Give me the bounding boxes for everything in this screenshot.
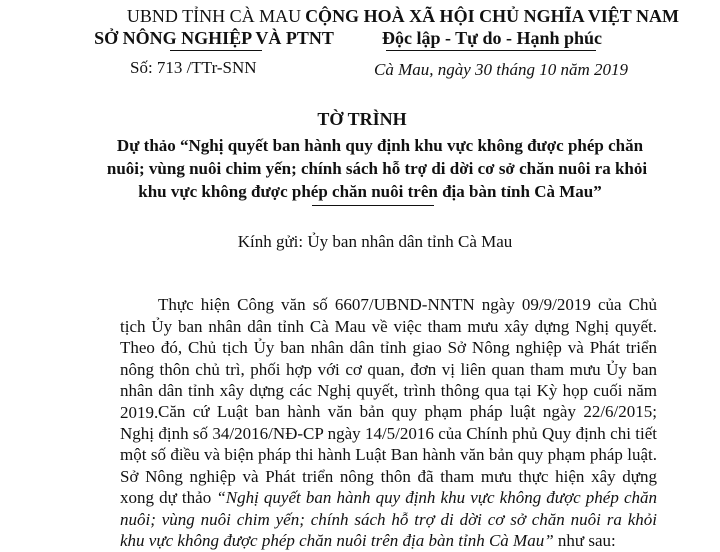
document-type: TỜ TRÌNH <box>317 109 407 129</box>
paragraph-2 <box>120 401 657 552</box>
document-number: Số: 713 /TTr-SNN <box>130 58 257 77</box>
subject-underline <box>312 205 434 206</box>
committee-name: UBND TỈNH CÀ MAU <box>126 6 302 26</box>
addressee: Kính gửi: Ủy ban nhân dân tỉnh Cà Mau <box>237 232 513 251</box>
place-date: Cà Mau, ngày 30 tháng 10 năm 2019 <box>374 60 629 79</box>
subject-line-1: Dự thảo “Nghị quyết ban hành quy định khu vực không được phép chăn <box>116 136 644 155</box>
motto-underline <box>386 50 596 51</box>
department-underline <box>170 50 262 51</box>
department-name: SỞ NÔNG NGHIỆP VÀ PTNT <box>94 28 334 48</box>
paragraph-2-text: Căn cứ Luật ban hành văn bản quy phạm pháp luật ngày 22/6/2015; Nghị định số 34/2016/NĐ-CP ngày 14/5/2016 của Chính phủ Quy định chi tiết một số điều và biện pháp thi hành Luật Ban hành văn bản quy phạm pháp luật. Sở Nông nghiệp và Phát triển nông thôn đã tham mưu thực hiện xây dựng xong dự thảo <box>120 402 657 507</box>
paragraph-1: Thực hiện Công văn số 6607/UBND-NNTN ngày 09/9/2019 của Chủ tịch Ủy ban nhân dân tỉnh Cà Mau về việc tham mưu xây dựng Nghị quyết. Theo đó, Chủ tịch Ủy ban nhân dân tỉnh giao Sở Nông nghiệp và Phát triển nông thôn chủ trì, phối hợp với cơ quan, đơn vị liên quan tham mưu Ủy ban nhân dân tỉnh xây dựng các Nghị quyết, trình thông qua tại Kỳ họp cuối năm 2019. <box>120 295 657 422</box>
subject-line-2: nuôi; vùng nuôi chim yến; chính sách hỗ trợ di dời cơ sở chăn nuôi ra khỏi <box>106 159 648 178</box>
subject-line-3: khu vực không được phép chăn nuôi trên địa bàn tỉnh Cà Mau” <box>138 182 602 201</box>
paragraph-2-italic-title: “Nghị quyết ban hành quy định khu vực không được phép chăn nuôi; vùng nuôi chim yến; chính sách hỗ trợ di dời cơ sở chăn nuôi ra khỏi khu vực không được phép chăn nuôi trên địa bàn tỉnh Cà Mau” <box>120 488 658 550</box>
national-motto: Độc lập - Tự do - Hạnh phúc <box>381 28 603 48</box>
national-title: CỘNG HOÀ XÃ HỘI CHỦ NGHĨA VIỆT NAM <box>305 6 679 26</box>
paragraph-2-tail: như sau: <box>553 531 616 550</box>
